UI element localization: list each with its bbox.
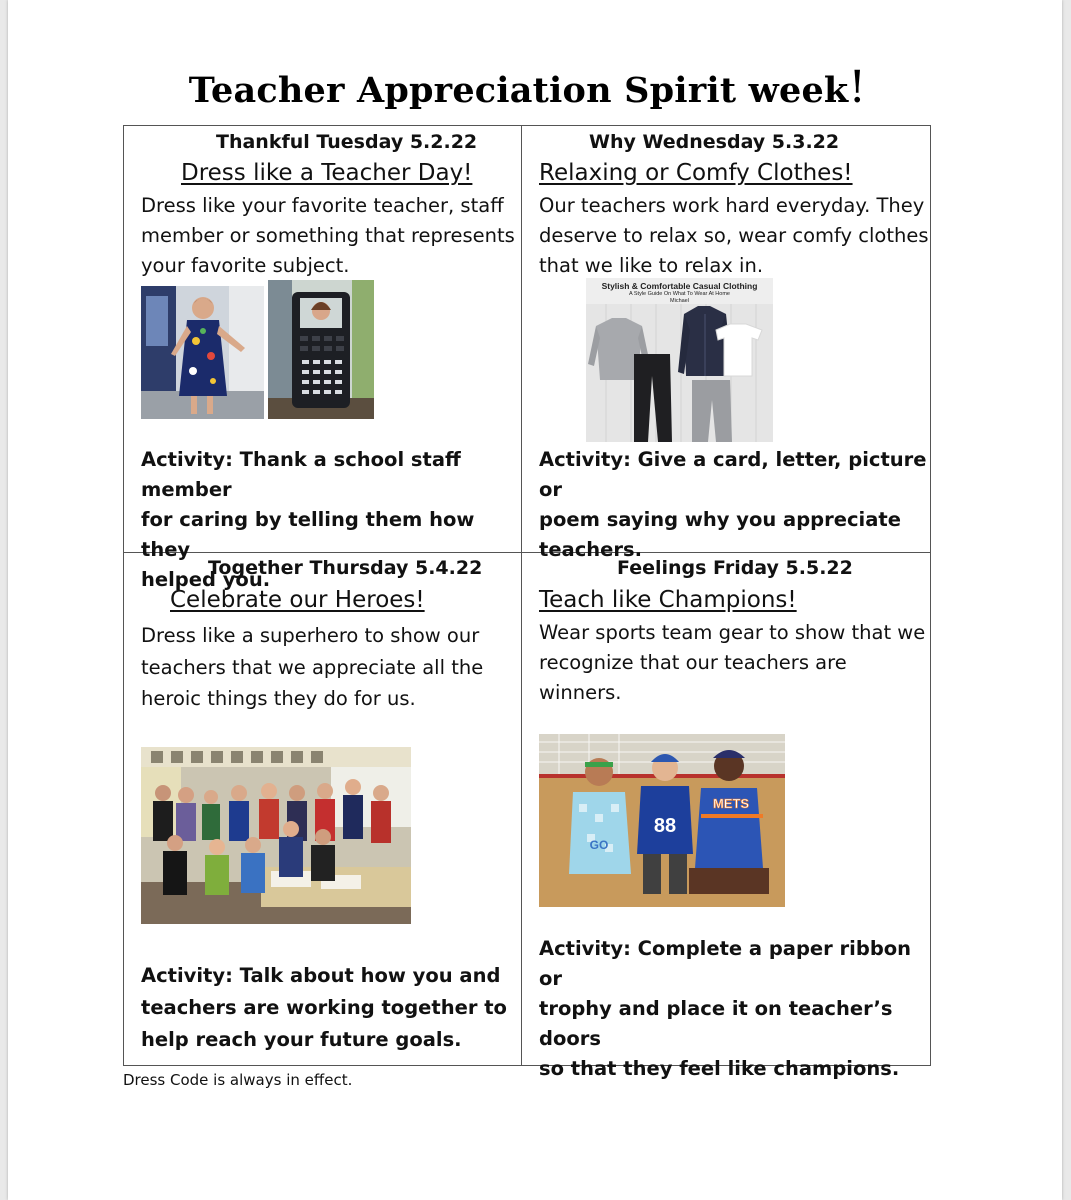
description-line: heroic things they do for us.	[141, 687, 416, 710]
sports-gear-photo	[539, 734, 785, 907]
activity-line: helped you.	[141, 568, 271, 591]
day-description	[539, 191, 934, 281]
activity-line: Activity: Thank a school staff member	[141, 448, 461, 501]
clothing-illustration	[586, 304, 773, 442]
description-line: Dress like your favorite teacher, staff	[141, 194, 504, 217]
description-line: teachers that we appreciate all the	[141, 655, 484, 679]
book-title: Stylish & Comfortable Casual Clothing	[601, 281, 758, 291]
book-subtitle: A Style Guide On What To Wear At Home	[629, 291, 730, 297]
day-heading: Together Thursday 5.4.22	[208, 557, 483, 579]
activity-line: trophy and place it on teacher’s doors	[539, 997, 893, 1050]
day-description	[539, 618, 934, 708]
description-line: your favorite subject.	[141, 254, 350, 277]
title-exclamation: !	[848, 62, 867, 113]
theme-title: Celebrate our Heroes!	[170, 587, 425, 613]
comfy-clothes-book-cover	[586, 278, 773, 442]
description-line: Dress like a superhero to show our	[141, 624, 480, 647]
day-heading: Thankful Tuesday 5.2.22	[216, 131, 478, 153]
activity-line: Activity: Complete a paper ribbon or	[539, 937, 912, 990]
jersey-text-go: GO	[589, 838, 609, 852]
calculator-costume-photo	[268, 280, 374, 419]
activity-line: teachers.	[539, 538, 643, 561]
dress-code-note: Dress Code is always in effect.	[123, 1071, 353, 1089]
activity-line: Activity: Talk about how you and	[141, 964, 501, 987]
teacher-costume-photo	[141, 286, 264, 419]
day-heading: Why Wednesday 5.3.22	[589, 131, 840, 153]
activity-text	[539, 445, 934, 565]
jersey-text-88: 88	[653, 815, 677, 837]
superhero-class-photo	[141, 747, 411, 924]
theme-title: Relaxing or Comfy Clothes!	[539, 160, 853, 186]
activity-line: for caring by telling them how they	[141, 508, 475, 561]
activity-line: teachers are working together to	[141, 996, 507, 1019]
activity-line: help reach your future goals.	[141, 1028, 462, 1051]
theme-title: Dress like a Teacher Day!	[181, 160, 473, 186]
activity-text	[141, 960, 526, 1056]
title-text: Teacher Appreciation Spirit week	[188, 70, 849, 111]
activity-line: so that they feel like champions.	[539, 1057, 900, 1080]
jersey-text-mets: METS	[712, 796, 750, 811]
description-line: winners.	[539, 681, 622, 704]
activity-line: poem saying why you appreciate	[539, 508, 901, 531]
description-line: member or something that represents	[141, 224, 515, 247]
description-line: Our teachers work hard everyday. They	[539, 194, 925, 217]
description-line: Wear sports team gear to show that we	[539, 621, 926, 644]
description-line: recognize that our teachers are	[539, 651, 847, 674]
day-description	[141, 620, 526, 715]
day-heading: Feelings Friday 5.5.22	[617, 557, 853, 579]
book-author: Michael	[670, 298, 689, 304]
page-title	[0, 62, 1063, 113]
activity-text	[539, 934, 934, 1084]
theme-title: Teach like Champions!	[539, 587, 797, 613]
activity-line: Activity: Give a card, letter, picture or	[539, 448, 927, 501]
day-description	[141, 191, 526, 281]
description-line: deserve to relax so, wear comfy clothes	[539, 224, 929, 247]
description-line: that we like to relax in.	[539, 254, 764, 277]
